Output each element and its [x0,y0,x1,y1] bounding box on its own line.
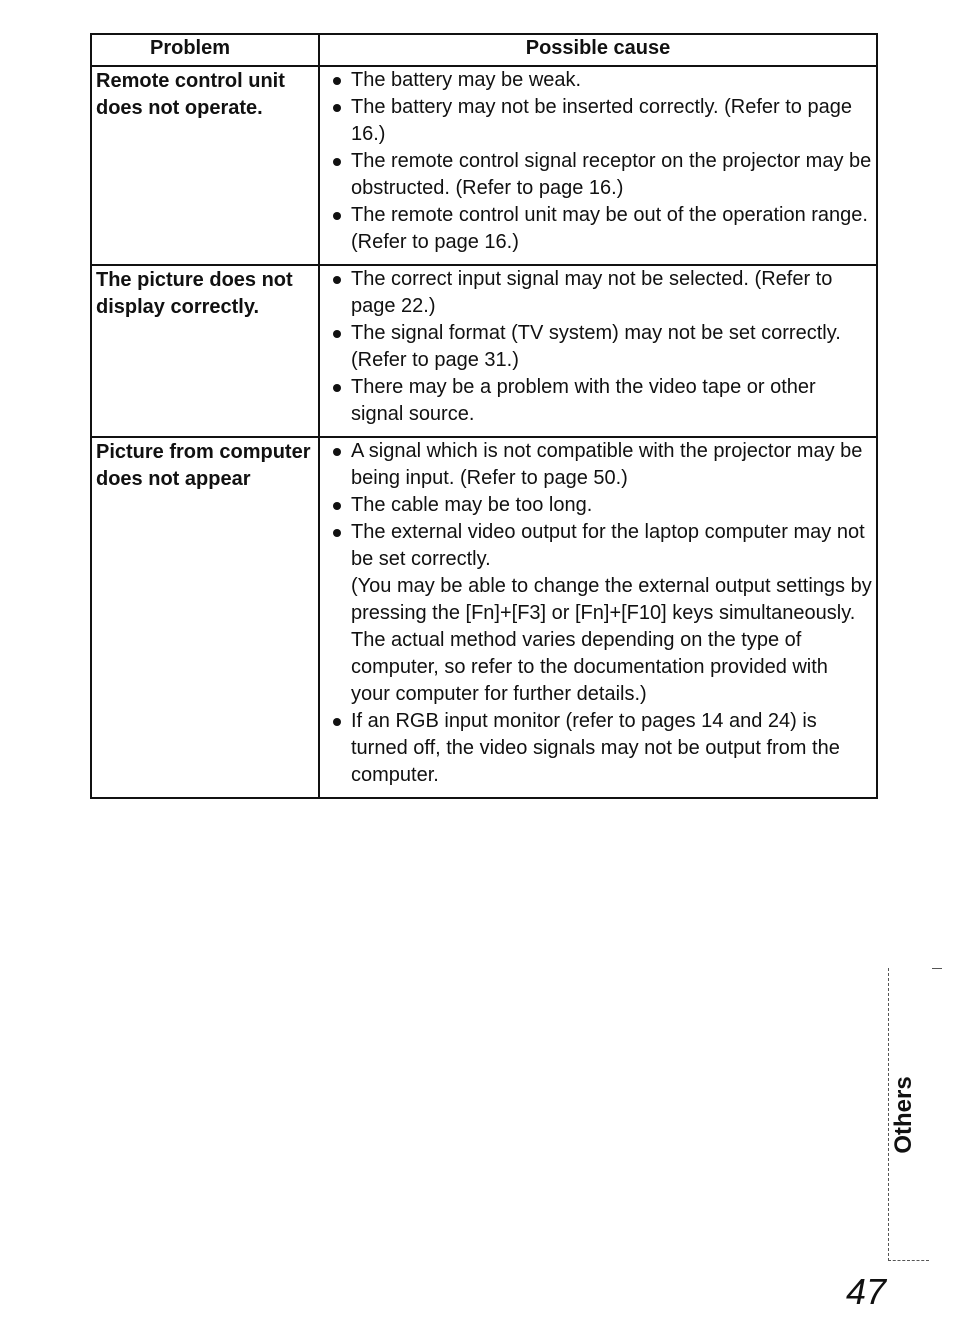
cause-text: If an RGB input monitor (refer to pages 14 and 24) is turned off, the video signals may not be output from the computer. [351,710,840,786]
page-number: 47 [846,1271,887,1312]
cause-text: The battery may not be inserted correctly. (Refer to page 16.) [351,96,852,145]
cause-text: The remote control unit may be out of the operation range. (Refer to page 16.) [351,204,868,253]
cause-list [330,67,872,256]
cause-text: The external video output for the laptop computer may not be set correctly. [351,521,865,570]
cause-text: The battery may be weak. [351,69,582,91]
troubleshooting-table [90,33,878,799]
cause-cell [319,265,877,437]
cause-item [330,438,872,492]
cause-item [330,67,872,94]
problem-cell: Picture from computer does not appear [91,437,319,798]
cause-text: The signal format (TV system) may not be set correctly. (Refer to page 31.) [351,322,841,371]
problem-cell: Remote control unit does not operate. [91,66,319,265]
tab-divider [932,968,942,969]
cause-text: The correct input signal may not be selected. (Refer to page 22.) [351,268,833,317]
cause-list [330,266,872,428]
cause-item [330,708,872,789]
cause-text: The cable may be too long. [351,494,593,516]
cause-cell [319,66,877,265]
cause-note: (You may be able to change the external output settings by pressing the [Fn]+[F3] or [Fn]+[F10] keys simultaneously. The actual method varies depending on the type of computer, so refer to the documentation provided with your computer for further details.) [351,575,872,705]
cause-item [330,519,872,708]
problem-column-header: Problem [91,34,319,66]
cause-text: There may be a problem with the video tape or other signal source. [351,376,816,425]
table-row [91,66,877,265]
cause-item [330,320,872,374]
cause-item [330,266,872,320]
table-header-row [91,34,877,66]
problem-cell: The picture does not display correctly. [91,265,319,437]
table-row [91,437,877,798]
cause-item [330,374,872,428]
table-row [91,265,877,437]
cause-cell [319,437,877,798]
section-tab-label: Others [890,1076,917,1154]
cause-item [330,148,872,202]
cause-item [330,202,872,256]
cause-column-header: Possible cause [319,34,877,66]
cause-item [330,492,872,519]
cause-list [330,438,872,789]
cause-text: A signal which is not compatible with the projector may be being input. (Refer to page 50.) [351,440,863,489]
cause-text: The remote control signal receptor on the projector may be obstructed. (Refer to page 16.) [351,150,872,199]
cause-item [330,94,872,148]
